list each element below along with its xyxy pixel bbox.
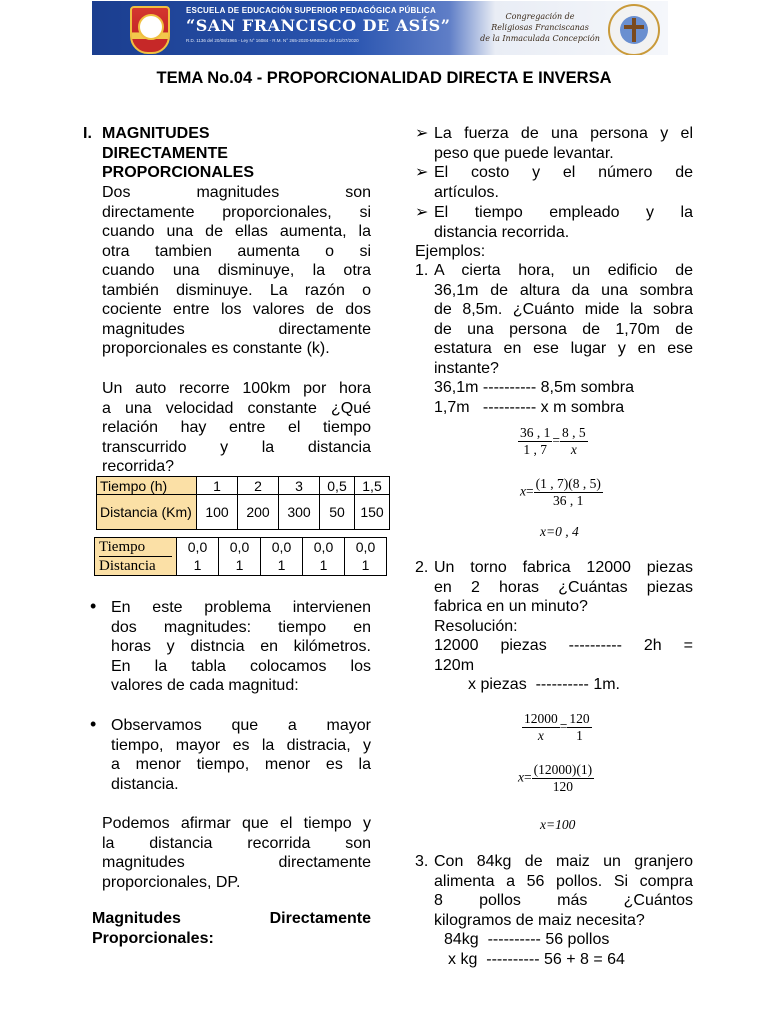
example-1-text: A cierta hora, un edificio de 36,1m de altura da una sombra de 8,5m. ¿Cuánto mide la sobra de una persona de 1,70m de estatura en ese lugar y en ese instante? 36,1m ---------- 8,5m sombra 1,7m ---------- x m sombra: [434, 262, 693, 416]
example-3-text: Con 84kg de maiz un granjero alimenta a 56 pollos. Si compra 8 pollos más ¿Cuántos kilogramos de maiz necesita? 84kg ---------- 56 pollos x kg ---------- 56 + 8 = 64: [434, 853, 693, 968]
equation-result: x=100: [540, 817, 576, 832]
school-line1: ESCUELA DE EDUCACIÓN SUPERIOR PEDAGÓGICA PÚBLICA: [186, 6, 436, 15]
page-title: TEMA No.04 - PROPORCIONALIDAD DIRECTA E INVERSA: [156, 69, 612, 87]
ratio-cell: 0,0 1: [303, 538, 345, 576]
table-cell: 300: [279, 495, 320, 530]
example-number: 1.: [415, 262, 429, 279]
table-cell: 150: [355, 495, 390, 530]
congregation-crest-logo: [608, 4, 660, 55]
table-cell: 50: [320, 495, 355, 530]
table-row: [97, 495, 390, 530]
ratio-cell: 0,0 1: [261, 538, 303, 576]
arrow-item: El costo y el número de artículos.: [434, 164, 693, 201]
arrow-bullet-icon: ➢: [415, 125, 429, 142]
school-resolution: R.D. 1136 del 20/08/1965 - Ley N° 16084 - R.M. N° 265-2020-MINEDU del 21/07/2020: [186, 38, 359, 43]
equation: $\frac{12000}{x}$ = $\frac{120}{1}$: [524, 711, 590, 743]
example-number: 3.: [415, 853, 429, 870]
ratio-cell: 0,0 1: [219, 538, 261, 576]
subheading: Magnitudes Directamente Proporcionales:: [92, 910, 371, 947]
table-cell: 200: [238, 495, 279, 530]
table-cell: 1: [197, 477, 238, 495]
header-banner: [92, 1, 668, 55]
arrow-item: El tiempo empleado y la distancia recorrida.: [434, 204, 693, 241]
example-paragraph: Un auto recorre 100km por hora a una velocidad constante ¿Qué relación hay entre el tiempo transcurrido y la distancia recorrida?: [102, 380, 371, 475]
table-cell: 3: [279, 477, 320, 495]
example-number: 2.: [415, 559, 429, 576]
table-cell: 0,5: [320, 477, 355, 495]
time-distance-table: [96, 476, 390, 530]
arrow-bullet-icon: ➢: [415, 204, 429, 221]
bullet-dot-icon: •: [90, 714, 97, 734]
table-row: [95, 538, 387, 576]
ratio-label-cell: Tiempo Distancia: [95, 538, 177, 576]
section-marker: I.: [83, 125, 92, 142]
conclusion-paragraph: Podemos afirmar que el tiempo y la distancia recorrida son magnitudes directamente proporcionales, DP.: [102, 815, 371, 891]
ratio-cell: 0,0 1: [177, 538, 219, 576]
congregation-name: Congregación de Religiosas Franciscanas de la Inmaculada Concepción: [480, 12, 600, 43]
table-header-cell: Tiempo (h): [97, 477, 197, 495]
equation: x= $\frac{(1 , 7)(8 , 5)}{36 , 1}$: [520, 476, 601, 508]
school-crest-logo: [130, 6, 170, 54]
table-row: [97, 477, 390, 495]
bullet-dot-icon: •: [90, 596, 97, 616]
examples-label: Ejemplos:: [415, 243, 486, 260]
equation: x= $\frac{(12000)(1)}{120}$: [518, 762, 593, 794]
table-header-cell: Distancia (Km): [97, 495, 197, 530]
arrow-bullet-icon: ➢: [415, 164, 429, 181]
bullet-item: Observamos que a mayor tiempo, mayor es la distracia, y a menor tiempo, menor es la distancia.: [111, 717, 371, 793]
school-name: “SAN FRANCISCO DE ASÍS”: [186, 16, 451, 35]
ratio-cell: 0,0 1: [345, 538, 387, 576]
example-2-text: Un torno fabrica 12000 piezas en 2 horas ¿Cuántas piezas fabrica en un minuto? Resolución: 12000 piezas ---------- 2h = 120m x piezas ---------- 1m.: [434, 559, 693, 693]
table-cell: 2: [238, 477, 279, 495]
definition-paragraph: Dos magnitudes son directamente proporcionales, si cuando una de ellas aumenta, la otra tambien aumenta o si cuando una disminuye, la otra también disminuye. La razón o cociente entre los valores de dos magnitudes directamente proporcionales es constante (k).: [102, 184, 371, 357]
equation: $\frac{36 , 1}{1 , 7}$ = $\frac{8 , 5}{x}$: [520, 425, 586, 457]
table-cell: 100: [197, 495, 238, 530]
equation-result: x=0 , 4: [540, 524, 579, 539]
table-cell: 1,5: [355, 477, 390, 495]
arrow-item: La fuerza de una persona y el peso que puede levantar.: [434, 125, 693, 162]
bullet-item: En este problema intervienen dos magnitudes: tiempo en horas y distncia en kilómetros. En la tabla colocamos los valores de cada magnitud:: [111, 599, 371, 694]
section-heading: MAGNITUDES DIRECTAMENTE PROPORCIONALES: [102, 125, 255, 181]
ratio-table: [94, 537, 387, 576]
